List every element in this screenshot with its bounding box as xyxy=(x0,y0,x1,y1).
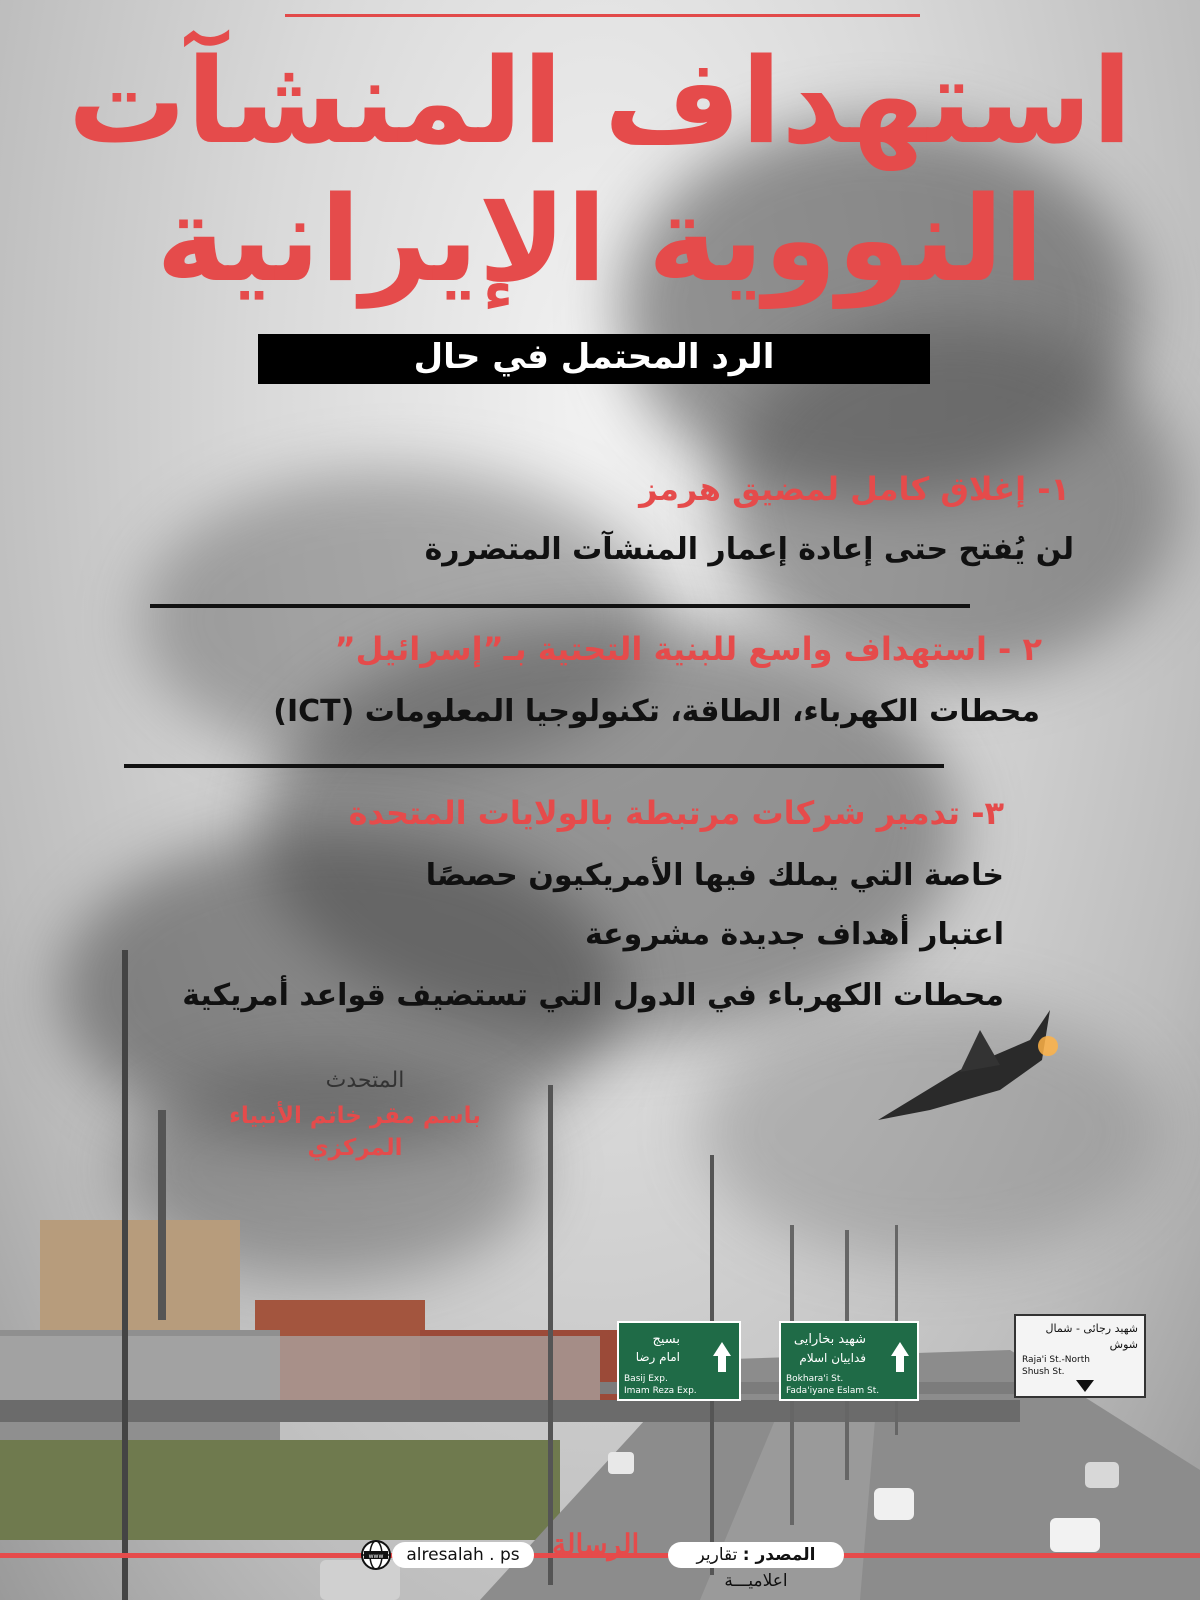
speaker-label: المتحدث xyxy=(325,1068,405,1093)
source-value: تقارير اعلاميـــة xyxy=(696,1545,788,1591)
light-pole xyxy=(548,1085,553,1585)
sign-en-1: Basij Exp. xyxy=(624,1374,668,1384)
sign-fa-1: بسیج xyxy=(652,1332,680,1347)
divider-2 xyxy=(124,764,944,768)
item-2-heading: ٢ - استهداف واسع للبنية التحتية بـ”إسرائيل” xyxy=(334,630,1042,668)
item-3-line-3: محطات الكهرباء في الدول التي تستضيف قواعد أمريكية xyxy=(182,978,1004,1013)
sign-fa-2: شوش xyxy=(1109,1338,1138,1351)
sign-fa-1: شهید رجائی - شمال xyxy=(1045,1322,1138,1335)
road-sign-basij xyxy=(618,1322,740,1400)
greenery xyxy=(0,1440,560,1540)
sign-fa-2: امام رضا xyxy=(635,1350,680,1364)
sign-en-2: Shush St. xyxy=(1022,1367,1065,1377)
source-pill xyxy=(668,1542,844,1591)
item-3-heading: ٣- تدمير شركات مرتبطة بالولايات المتحدة xyxy=(348,794,1004,832)
sign-en-2: Fada'iyane Eslam St. xyxy=(786,1386,880,1396)
item-3-line-1: خاصة التي يملك فيها الأمريكيون حصصًا xyxy=(425,858,1004,893)
divider-1 xyxy=(150,604,970,608)
road-sign-bokharai xyxy=(780,1322,918,1400)
item-2-line-1: محطات الكهرباء، الطاقة، تكنولوجيا المعلومات (ICT) xyxy=(273,694,1040,729)
item-3-line-2: اعتبار أهداف جديدة مشروعة xyxy=(584,917,1004,952)
website-pill[interactable]: alresalah . ps xyxy=(392,1542,534,1568)
item-1-line-1: لن يُفتح حتى إعادة إعمار المنشآت المتضررة xyxy=(424,532,1074,567)
title-line-1: استهداف المنشآت xyxy=(67,32,1133,170)
svg-text:www: www xyxy=(368,1553,384,1560)
title-line-2: النووية الإيرانية xyxy=(156,170,1044,308)
speaker-name xyxy=(200,1100,510,1164)
car xyxy=(1050,1518,1100,1552)
sign-fa-2: فداییان اسلام xyxy=(799,1351,866,1365)
road-sign-rajai xyxy=(1015,1315,1145,1397)
subtitle-bar: الرد المحتمل في حال xyxy=(258,334,930,384)
sign-en-2: Imam Reza Exp. xyxy=(624,1386,697,1396)
jet-flame xyxy=(1038,1036,1058,1056)
speaker-name-line-2: المركزي xyxy=(307,1135,403,1162)
car xyxy=(608,1452,634,1474)
item-1-heading: ١- إغلاق كامل لمضيق هرمز xyxy=(639,470,1070,508)
fighter-jet-wing xyxy=(960,1030,1000,1072)
telecom-tower xyxy=(158,1110,166,1320)
car xyxy=(874,1488,914,1520)
top-rule xyxy=(285,14,920,17)
light-pole xyxy=(122,950,128,1600)
overpass xyxy=(0,1400,1020,1422)
source-label: المصدر : xyxy=(742,1545,816,1565)
speaker-name-line-1: باسم مقر خاتم الأنبياء xyxy=(229,1103,481,1129)
sign-fa-1: شهید بخارایی xyxy=(793,1332,866,1347)
car xyxy=(1085,1462,1119,1488)
sign-en-1: Bokhara'i St. xyxy=(786,1374,844,1384)
globe-icon xyxy=(360,1539,392,1571)
brand-logo: الرسالة xyxy=(552,1528,640,1561)
overpass-railing xyxy=(0,1336,600,1400)
sign-en-1: Raja'i St.-North xyxy=(1022,1355,1090,1365)
